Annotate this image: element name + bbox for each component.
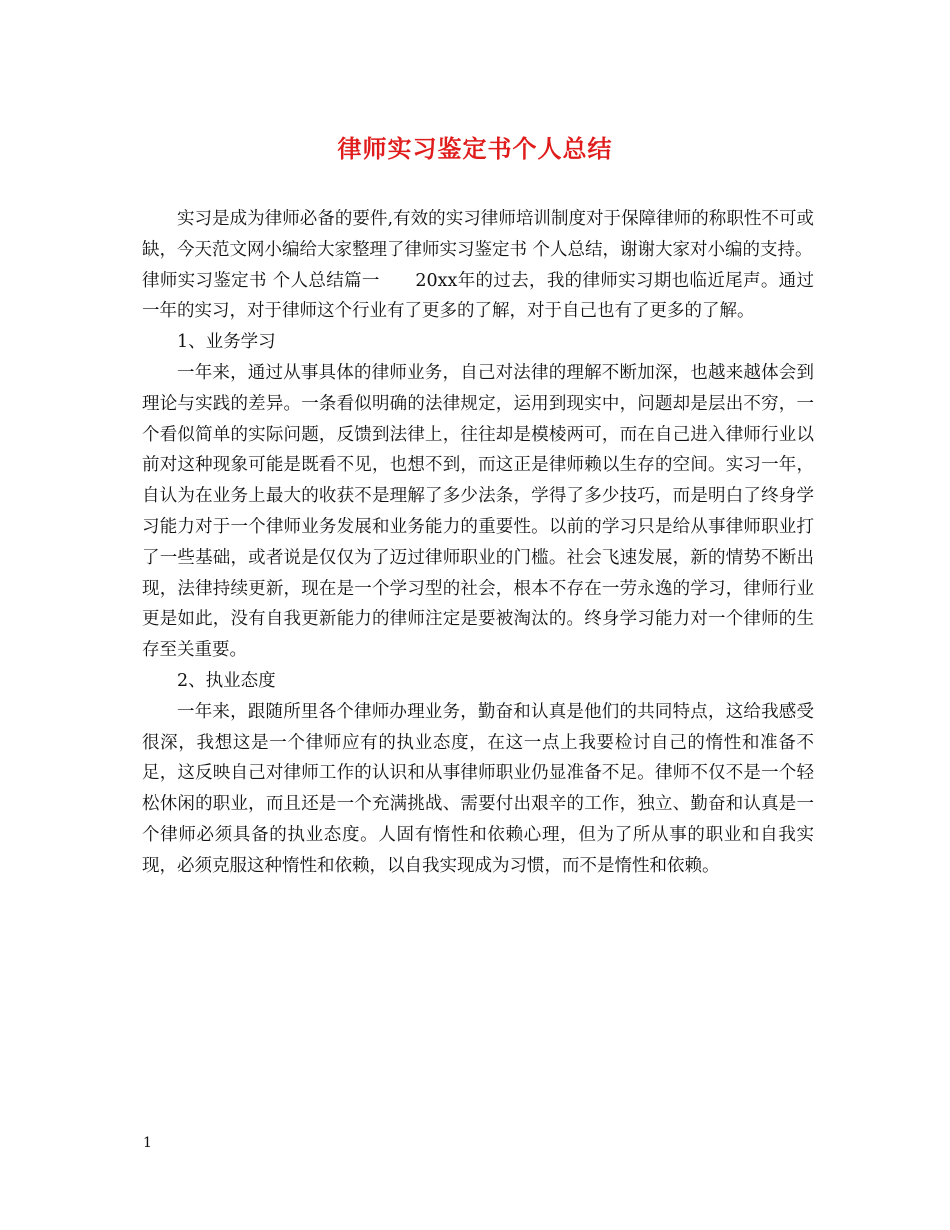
section-heading-work-attitude: 2、执业态度	[177, 670, 276, 691]
paragraph-article-start: 律师实习鉴定书 个人总结篇一 20xx年的过去，我的律师实习期也临近尾声。通过一年的实习，对于律师这个行业有了更多的了解，对于自己也有了更多的了解。	[142, 270, 814, 322]
paragraph-intro: 实习是成为律师必备的要件,有效的实习律师培训制度对于保障律师的称职性不可或缺，今天范文网小编给大家整理了律师实习鉴定书 个人总结，谢谢大家对小编的支持。	[142, 209, 814, 260]
section-heading-business-study: 1、业务学习	[177, 332, 276, 353]
paragraph-work-attitude: 一年来，跟随所里各个律师办理业务，勤奋和认真是他们的共同特点，这给我感受很深，我想这是一个律师应有的执业态度，在这一点上我要检讨自己的惰性和准备不足，这反映自己对律师工作的认识和从事律师职业仍显准备不足。律师不仅不是一个轻松休闲的职业，而且还是一个充满挑战、需要付出艰辛的工作，独立、勤奋和认真是一个律师必须具备的执业态度。人固有惰性和依赖心理，但为了所从事的职业和自我实现，必须克服这种惰性和依赖，以自我实现成为习惯，而不是惰性和依赖。	[142, 701, 814, 876]
document-body	[142, 204, 814, 882]
page-number: 1	[143, 1135, 152, 1151]
document-title: 律师实习鉴定书个人总结	[337, 134, 613, 163]
paragraph-business-study: 一年来，通过从事具体的律师业务，自己对法律的理解不断加深，也越来越体会到理论与实践的差异。一条看似明确的法律规定，运用到现实中，问题却是层出不穷，一个看似简单的实际问题，反馈到法律上，往往却是模棱两可，而在自己进入律师行业以前对这种现象可能是既看不见，也想不到，而这正是律师赖以生存的空间。实习一年，自认为在业务上最大的收获不是理解了多少法条，学得了多少技巧，而是明白了终身学习能力对于一个律师业务发展和业务能力的重要性。以前的学习只是给从事律师职业打了一些基础，或者说是仅仅为了迈过律师职业的门槛。社会飞速发展，新的情势不断出现，法律持续更新，现在是一个学习型的社会，根本不存在一劳永逸的学习，律师行业更是如此，没有自我更新能力的律师注定是要被淘汰的。终身学习能力对一个律师的生存至关重要。	[142, 362, 814, 661]
